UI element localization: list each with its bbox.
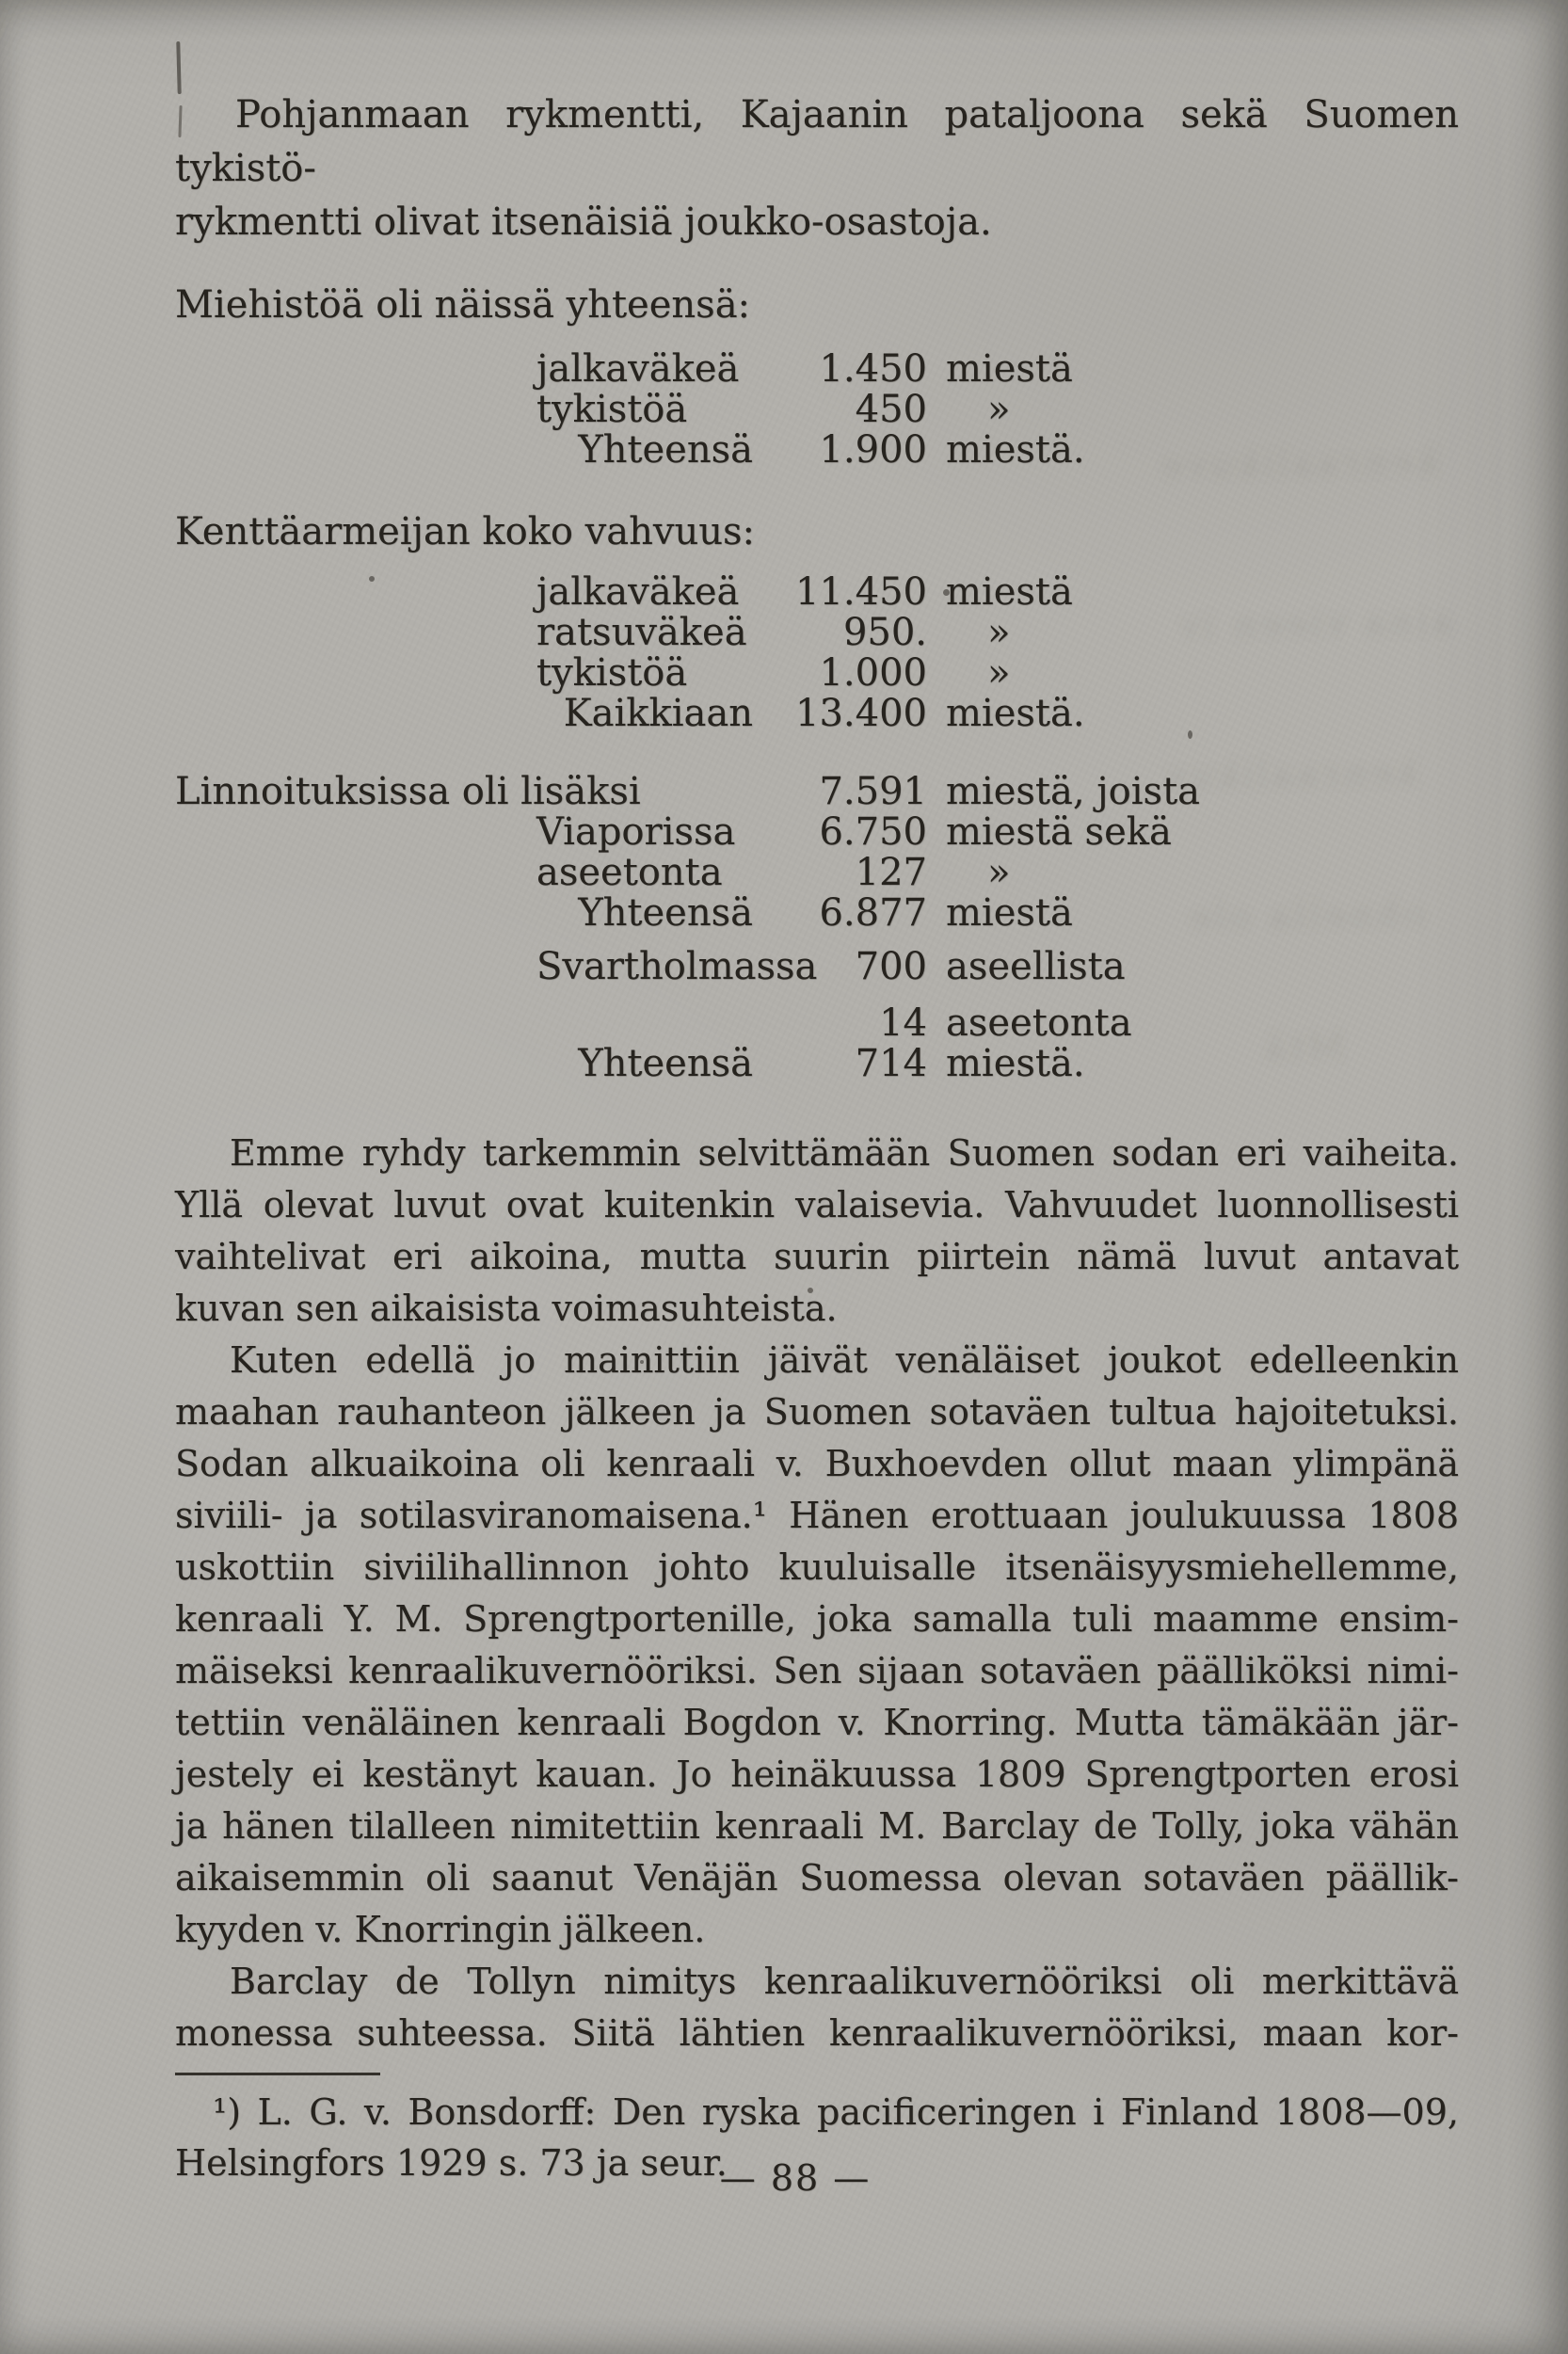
paragraph-line: tettiin venäläinen kenraali Bogdon v. Knorring. Mutta tämäkään jär- <box>175 1702 1459 1743</box>
total-value: 714 <box>855 1042 927 1085</box>
paragraph-line: jestely ei kestänyt kauan. Jo heinäkuussa 1809 Sprengtporten erosi <box>175 1753 1459 1795</box>
row-unit: miestä <box>946 347 1073 391</box>
strength-table-svartholma <box>175 947 1459 1084</box>
bleed-through-text: kenraalikuve <box>1157 440 1439 488</box>
paragraph-line: Yllä olevat luvut ovat kuitenkin valaisevia. Vahvuudet luonnollisesti <box>175 1184 1459 1225</box>
footnote-rule <box>175 2073 380 2075</box>
paragraph-line: vaihtelivat eri aikoina, mutta suurin piirtein nämä luvut antavat <box>175 1236 1459 1277</box>
table-row <box>175 390 1459 430</box>
body-paragraph <box>175 1128 1459 1335</box>
table-row <box>175 613 1459 653</box>
total-value: 1.900 <box>819 428 927 472</box>
section-heading-kenttaarmeija: Kenttäarmeijan koko vahvuus: <box>175 510 756 553</box>
table-row <box>175 812 1459 853</box>
row-value: 950. <box>842 611 927 654</box>
row-label: jalkaväkeä <box>536 570 740 614</box>
intro-line: Pohjanmaan rykmentti, Kajaanin pataljoona sekä Suomen tykistö- <box>175 93 1459 190</box>
table-total-row <box>175 893 1459 934</box>
table-row <box>175 349 1459 390</box>
ditto-mark: » <box>987 388 1011 431</box>
row-label: aseetonta <box>536 851 723 894</box>
total-label: Yhteensä <box>578 1042 753 1085</box>
row-value: 450 <box>855 388 927 431</box>
total-unit: miestä. <box>946 1042 1085 1085</box>
paragraph-line: kenraali Y. M. Sprengtportenille, joka samalla tuli maamme ensim- <box>175 1598 1459 1640</box>
row-unit: aseetonta <box>946 1001 1132 1045</box>
row-value: 1.000 <box>819 651 927 695</box>
paragraph-line: Barclay de Tollyn nimitys kenraalikuvernööriksi oli merkittävä <box>230 1961 1459 2002</box>
row-label: tykistöä <box>536 651 688 695</box>
section-heading-miehisto: Miehistöä oli näissä yhteensä: <box>175 283 751 327</box>
total-value: 6.877 <box>819 891 927 935</box>
paragraph-line: kyyden v. Knorringin jälkeen. <box>175 1909 706 1950</box>
paragraph-line: mäiseksi kenraalikuvernööriksi. Sen sijaan sotaväen päälliköksi nimi- <box>175 1650 1459 1691</box>
paragraph-line: siviili- ja sotilasviranomaisena.¹ Hänen erottuaan joulukuussa 1808 <box>175 1495 1459 1536</box>
ditto-mark: » <box>987 851 1011 894</box>
footnote-line: ¹) L. G. v. Bonsdorff: Den ryska pacificeringen i Finland 1808—09, <box>213 2091 1459 2133</box>
text-block <box>175 0 1459 2188</box>
row-value: 14 <box>879 1001 927 1045</box>
row-unit: miestä, joista <box>946 770 1200 813</box>
total-unit: miestä <box>946 891 1073 935</box>
bleed-through-text: aina vieen iv <box>1176 600 1454 649</box>
body-paragraph <box>175 1335 1459 1956</box>
paragraph-line: Emme ryhdy tarkemmin selvittämään Suomen sodan eri vaiheita. <box>230 1132 1459 1174</box>
row-label: Linnoituksissa oli lisäksi <box>175 770 641 813</box>
row-label: Viaporissa <box>536 810 736 854</box>
row-label: jalkaväkeä <box>536 347 740 391</box>
total-label: Yhteensä <box>578 891 753 935</box>
total-value: 13.400 <box>795 692 927 735</box>
intro-paragraph <box>175 0 1459 249</box>
paragraph-line: kuvan sen aikaisista voimasuhteista. <box>175 1288 838 1329</box>
intro-line: rykmentti olivat itsenäisiä joukko-osastoja. <box>175 200 992 244</box>
paragraph-line: Sodan alkuaikoina oli kenraali v. Buxhoevden ollut maan ylimpänä <box>175 1443 1459 1484</box>
body-paragraph <box>175 1956 1459 2059</box>
table-row <box>175 947 1459 987</box>
row-value: 700 <box>855 945 927 988</box>
table-row <box>175 572 1459 613</box>
ditto-mark: » <box>987 611 1011 654</box>
total-unit: miestä. <box>946 428 1085 472</box>
paragraph-line: aikaisemmin oli saanut Venäjän Suomessa olevan sotaväen päällik- <box>175 1857 1459 1898</box>
table-total-row <box>175 430 1459 471</box>
page-number: — 88 — <box>719 2157 872 2199</box>
row-value: 11.450 <box>795 570 927 614</box>
row-unit: miestä sekä <box>946 810 1172 854</box>
row-value: 6.750 <box>819 810 927 854</box>
row-unit: miestä <box>946 570 1073 614</box>
row-label: Svartholmassa <box>536 945 818 988</box>
strength-table-miehisto <box>175 349 1459 471</box>
paragraph-line: ja hänen tilalleen nimitettiin kenraali M. Barclay de Tolly, joka vähän <box>175 1805 1459 1847</box>
paragraph-line: monessa suhteessa. Siitä lähtien kenraalikuvernööriksi, maan kor- <box>175 2012 1459 2054</box>
paragraph-line: maahan rauhanteon jälkeen ja Suomen sotaväen tultua hajoitetuksi. <box>175 1391 1459 1433</box>
table-row <box>175 653 1459 694</box>
bleed-through-text: kenraalikuv <box>1161 750 1419 799</box>
row-value: 1.450 <box>819 347 927 391</box>
ditto-mark: » <box>987 651 1011 695</box>
footnote-line: Helsingfors 1929 s. 73 ja seur. <box>175 2142 728 2184</box>
bleed-through-text: Mtä <box>1260 1025 1347 1070</box>
total-unit: miestä. <box>946 692 1085 735</box>
total-label: Kaikkiaan <box>563 692 753 735</box>
row-value: 7.591 <box>819 770 927 813</box>
row-unit: aseellista <box>946 945 1126 988</box>
paragraph-line: uskottiin siviilihallinnon johto kuuluisalle itsenäisyysmiehellemme, <box>175 1546 1459 1588</box>
total-label: Yhteensä <box>578 428 753 472</box>
row-label: ratsuväkeä <box>536 611 747 654</box>
table-row <box>175 1003 1459 1044</box>
table-total-row <box>175 694 1459 734</box>
row-value: 127 <box>855 851 927 894</box>
strength-table-linnoitukset <box>175 772 1459 934</box>
table-total-row <box>175 1044 1459 1084</box>
table-lead-row <box>175 772 1459 812</box>
bleed-through-text: ohnella ole <box>1185 891 1427 940</box>
table-row <box>175 853 1459 893</box>
paragraph-line: Kuten edellä jo mainittiin jäivät venäläiset joukot edelleenkin <box>230 1339 1459 1381</box>
row-label <box>536 1003 753 1044</box>
row-label: tykistöä <box>536 388 688 431</box>
strength-table-kenttaarmeija <box>175 572 1459 734</box>
